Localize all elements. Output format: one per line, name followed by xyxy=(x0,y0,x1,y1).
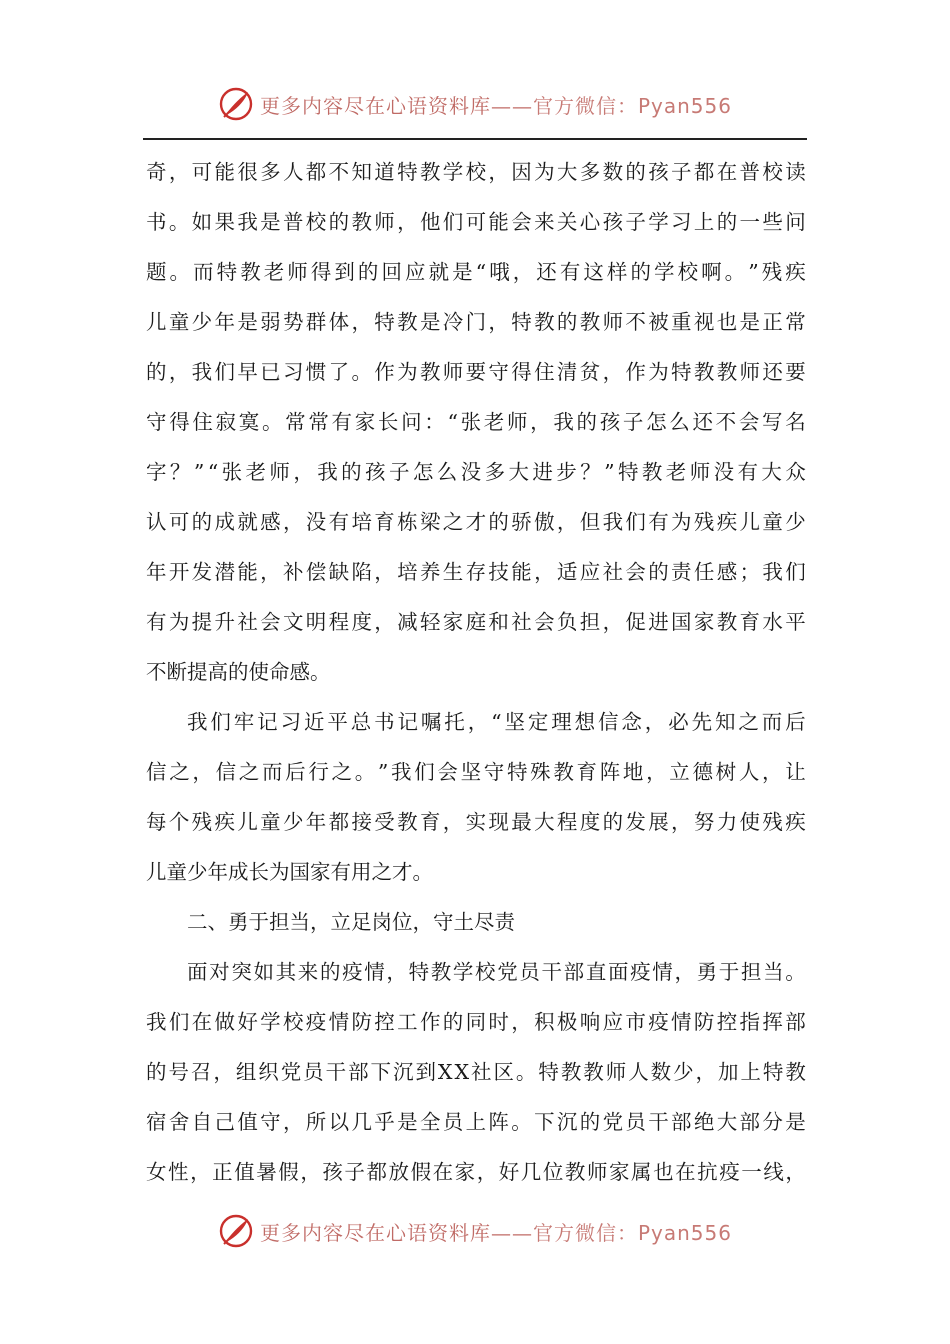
quill-logo-icon xyxy=(218,1213,254,1249)
header-site-text: 更多内容尽在心语资料库 xyxy=(259,93,491,118)
body-line: 有 为 提 升 社 会 文 明 程 度 ， 减 轻 家 庭 和 社 会 负 担 ， 促 进 国 家 教 育 水 平 xyxy=(146,610,806,634)
body-line: 女 性 ， 正 值 暑 假 ， 孩 子 都 放 假 在 家 ， 好 几 位 教 师 家 属 也 在 抗 疫 一 线 ， xyxy=(146,1160,806,1184)
body-line: 我 们 在 做 好 学 校 疫 情 防 控 工 作 的 同 时 ， 积 极 响 应 市 疫 情 防 控 指 挥 部 xyxy=(146,1010,806,1034)
footer-dash: —— xyxy=(490,1220,533,1245)
body-line: 不断提高的使命感。 xyxy=(146,660,331,684)
body-line: 每 个 残 疾 儿 童 少 年 都 接 受 教 育 ， 实 现 最 大 程 度 的 发 展 ， 努 力 使 残 疾 xyxy=(146,810,806,834)
body-line: 年 开 发 潜 能 ， 补 偿 缺 陷 ， 培 养 生 存 技 能 ， 适 应 社 会 的 责 任 感 ； 我 们 xyxy=(146,560,806,584)
header-rule xyxy=(143,138,807,140)
body-line: 题 。 而 特 教 老 师 得 到 的 回 应 就 是 “ 哦 ， 还 有 这 样 的 学 校 啊 。 ” 残 疾 xyxy=(146,260,806,284)
body-line: 我 们 牢 记 习 近 平 总 书 记 嘱 托 ， “ 坚 定 理 想 信 念 ， 必 先 知 之 而 后 xyxy=(187,710,806,734)
section-heading: 二、勇于担当，立足岗位，守土尽责 xyxy=(187,910,515,934)
body-line: 的 ， 我 们 早 已 习 惯 了 。 作 为 教 师 要 守 得 住 清 贫 ， 作 为 特 教 教 师 还 要 xyxy=(146,360,806,384)
body-line: 奇 ， 可 能 很 多 人 都 不 知 道 特 教 学 校 ， 因 为 大 多 数 的 孩 子 都 在 普 校 读 xyxy=(146,160,806,184)
body-line: 认 可 的 成 就 感 ， 没 有 培 育 栋 梁 之 才 的 骄 傲 ， 但 我 们 有 为 残 疾 儿 童 少 xyxy=(146,510,806,534)
body-line: 面 对 突 如 其 来 的 疫 情 ， 特 教 学 校 党 员 干 部 直 面 疫 情 ， 勇 于 担 当 。 xyxy=(187,960,806,984)
footer-banner xyxy=(0,1207,950,1255)
header-wechat-text: 官方微信：Pyan556 xyxy=(532,93,732,118)
body-line: 信 之 ， 信 之 而 后 行 之 。 ” 我 们 会 坚 守 特 殊 教 育 阵 地 ， 立 德 树 人 ， 让 xyxy=(146,760,806,784)
quill-logo-icon xyxy=(218,86,254,122)
header-dash: —— xyxy=(490,93,533,118)
header-banner xyxy=(0,80,950,128)
body-line: 守 得 住 寂 寞 。 常 常 有 家 长 问 ： “ 张 老 师 ， 我 的 孩 子 怎 么 还 不 会 写 名 xyxy=(146,410,806,434)
body-line: 儿 童 少 年 是 弱 势 群 体 ， 特 教 是 冷 门 ， 特 教 的 教 师 不 被 重 视 也 是 正 常 xyxy=(146,310,806,334)
footer-site-text: 更多内容尽在心语资料库 xyxy=(259,1220,491,1245)
body-line: 书 。 如 果 我 是 普 校 的 教 师 ， 他 们 可 能 会 来 关 心 孩 子 学 习 上 的 一 些 问 xyxy=(146,210,806,234)
body-line: 字 ？ ” “ 张 老 师 ， 我 的 孩 子 怎 么 没 多 大 进 步 ？ ” 特 教 老 师 没 有 大 众 xyxy=(146,460,806,484)
footer-wechat-text: 官方微信：Pyan556 xyxy=(532,1220,732,1245)
body-line: 儿童少年成长为国家有用之才。 xyxy=(146,860,433,884)
body-line: 宿 舍 自 己 值 守 ， 所 以 几 乎 是 全 员 上 阵 。 下 沉 的 党 员 干 部 绝 大 部 分 是 xyxy=(146,1110,806,1134)
body-line: 的 号 召 ， 组 织 党 员 干 部 下 沉 到 X X 社 区 。 特 教 教 师 人 数 少 ， 加 上 特 教 xyxy=(146,1060,806,1084)
document-body xyxy=(146,148,806,1198)
footer-text xyxy=(260,1217,732,1246)
header-text xyxy=(260,90,732,119)
